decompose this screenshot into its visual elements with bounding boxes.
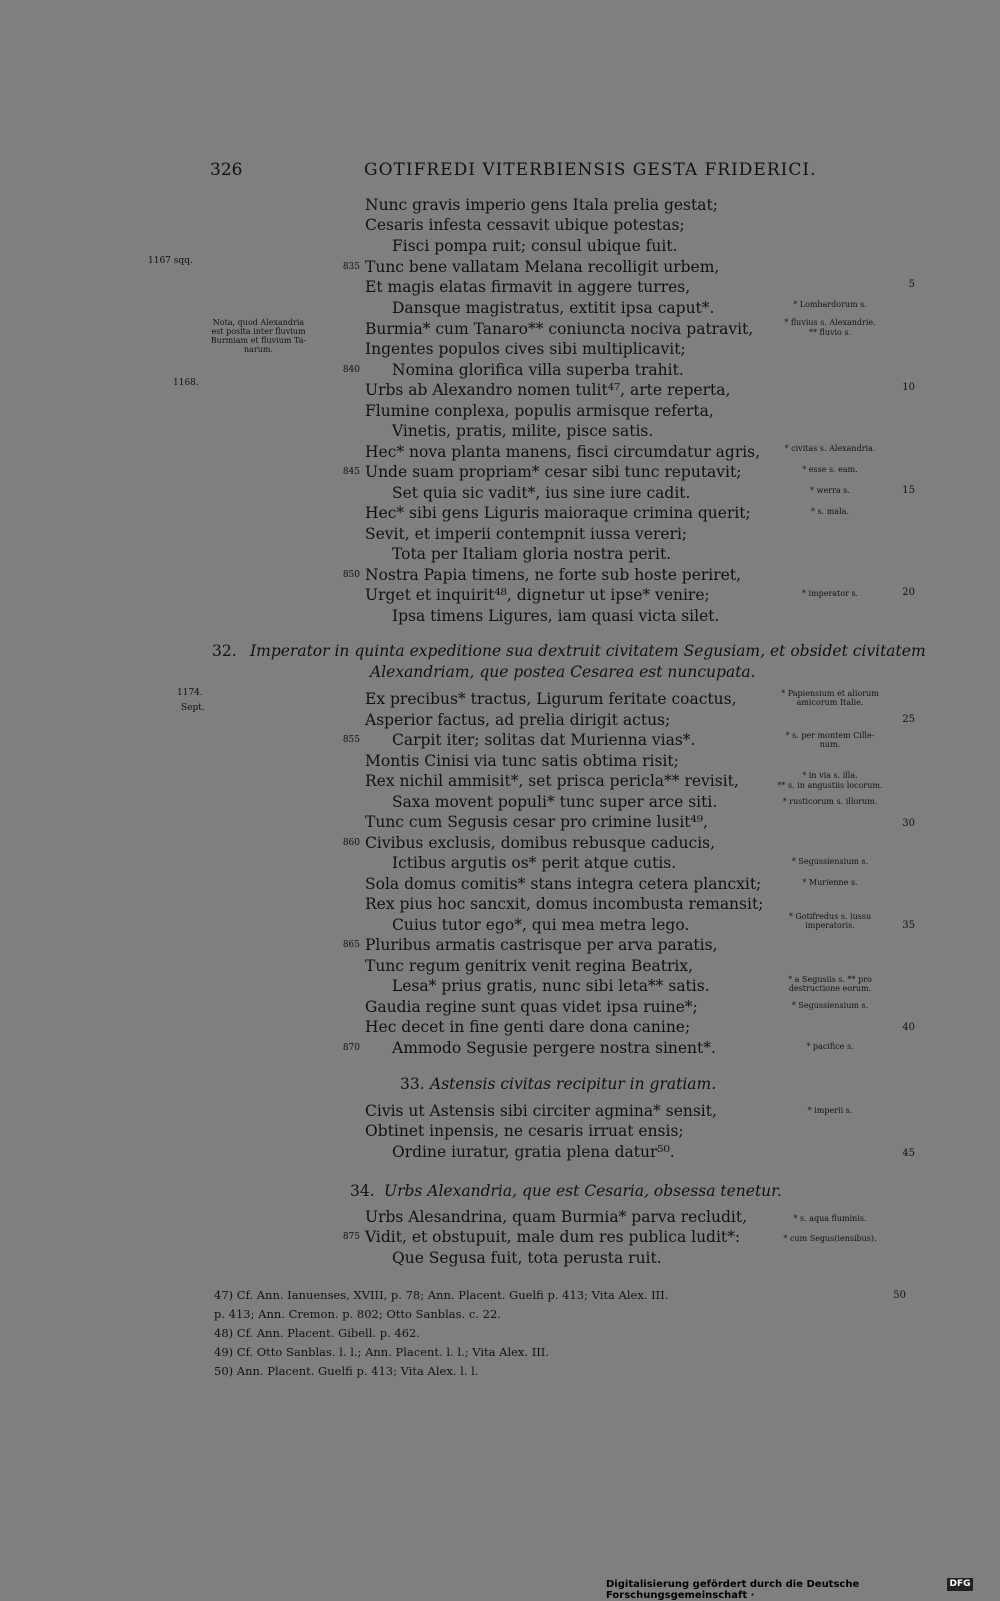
gloss: * rusticorum s. illorum. <box>782 797 878 806</box>
footnotes <box>214 1286 904 1381</box>
right-line-number: 45 <box>902 1148 915 1159</box>
right-line-number: 10 <box>902 382 915 393</box>
verse-line: Ex precibus* tractus, Ligurum feritate coactus, <box>365 690 737 708</box>
verse-line: Que Segusa fuit, tota perusta ruit. <box>392 1249 662 1267</box>
verse-line: Pluribus armatis castrisque per arva paratis, <box>365 936 718 954</box>
footnote-text: 50) Ann. Placent. Guelfi p. 413; Vita Alex. l. l. <box>214 1364 479 1378</box>
gloss: * s. mala. <box>811 507 849 516</box>
footnote-line <box>214 1324 904 1343</box>
verse-line-number: 835 <box>342 262 360 272</box>
gloss: * a Segusiis s. ** pro <box>788 975 872 984</box>
gloss: * civitas s. Alexandria. <box>784 444 876 453</box>
gloss: ** s. in angustiis locorum. <box>777 781 883 790</box>
verse-line: Urbs ab Alexandro nomen tulit⁴⁷, arte reperta, <box>365 381 731 399</box>
gloss: * Papiensium et aliorum <box>781 689 879 698</box>
verse-line-number: 860 <box>342 838 360 848</box>
verse-line: Gaudia regine sunt quas videt ipsa ruine*; <box>365 998 698 1016</box>
verse-line-number: 840 <box>342 365 360 375</box>
gloss: * s. per montem Cille- <box>785 731 875 740</box>
verse-line: Urbs Alesandrina, quam Burmia* parva recludit, <box>365 1208 748 1226</box>
verse-line: Ordine iuratur, gratia plena datur⁵⁰. <box>392 1143 675 1161</box>
margin-note-line: Burmiam et fluvium Ta- <box>210 336 307 345</box>
footnote-text: 49) Cf. Otto Sanblas. l. l.; Ann. Placent. l. l.; Vita Alex. III. <box>214 1345 550 1359</box>
section-32-title-text1: Imperator in quinta expeditione sua dextruit civitatem Segusiam, et obsidet civitatem <box>250 642 926 660</box>
verse-line: Saxa movent populi* tunc super arce siti. <box>392 793 718 811</box>
verse-line: Nunc gravis imperio gens Itala prelia gestat; <box>365 196 718 214</box>
verse-line: Ipsa timens Ligures, iam quasi victa silet. <box>392 607 720 625</box>
gloss: * imperator s. <box>801 589 859 598</box>
verse-line: Hec* nova planta manens, fisci circumdatur agris, <box>365 443 761 461</box>
verse-line: Civis ut Astensis sibi circiter agmina* sensit, <box>365 1102 717 1120</box>
verse-line-number: 855 <box>342 735 360 745</box>
gloss: imperatoris. <box>805 921 855 930</box>
gloss: * pacifice s. <box>806 1042 854 1051</box>
right-line-number: 20 <box>902 587 915 598</box>
right-line-number: 5 <box>908 279 915 290</box>
footnote-line <box>214 1362 904 1381</box>
section-32-title-line1 <box>250 642 926 660</box>
verse-line: Rex pius hoc sancxit, domus incombusta remansit; <box>365 895 764 913</box>
verse-line: Sevit, et imperii contempnit iussa vereri; <box>365 525 688 543</box>
verse-line: Hec* sibi gens Liguris maioraque crimina querit; <box>365 504 751 522</box>
gloss: * Murienne s. <box>802 878 858 887</box>
right-line-number: 25 <box>902 714 915 725</box>
verse-line: Nomina glorifica villa superba trahit. <box>392 361 684 379</box>
verse-line: Tota per Italiam gloria nostra perit. <box>392 545 672 563</box>
verse-line: Ictibus argutis os* perit atque cutis. <box>392 854 677 872</box>
footnote-line <box>214 1343 904 1362</box>
gloss: * werra s. <box>810 486 850 495</box>
verse-line-number: 850 <box>342 570 360 580</box>
footnote-line-number: 50 <box>893 1290 906 1301</box>
verse-line-number: 870 <box>342 1043 360 1053</box>
footnote-text: 47) Cf. Ann. Ianuenses, XVIII, p. 78; Ann. Placent. Guelfi p. 413; Vita Alex. III. <box>214 1288 669 1302</box>
verse-line: Civibus exclusis, domibus rebusque caducis, <box>365 834 716 852</box>
verse-line: Vidit, et obstupuit, male dum res publica ludit*: <box>365 1228 741 1246</box>
verse-line: Rex nichil ammisit*, set prisca pericla** revisit, <box>365 772 739 790</box>
margin-date: 1174. <box>177 688 203 698</box>
footnote-text: p. 413; Ann. Cremon. p. 802; Otto Sanblas. c. 22. <box>214 1307 501 1321</box>
verse-line: Tunc bene vallatam Melana recolligit urbem, <box>365 258 720 276</box>
gloss: * Segussiensium s. <box>791 857 869 866</box>
gloss: * esse s. eam. <box>802 465 858 474</box>
gloss: * cum Segus(iensibus). <box>783 1234 877 1243</box>
verse-line: Set quia sic vadit*, ius sine iure cadit. <box>392 484 691 502</box>
funding-credit: Digitalisierung gefördert durch die Deutsche Forschungsgemeinschaft · <box>606 1579 860 1601</box>
verse-line: Flumine conplexa, populis armisque referta, <box>365 402 714 420</box>
verse-line: Burmia* cum Tanaro** coniuncta nociva patravit, <box>365 320 754 338</box>
verse-line: Asperior factus, ad prelia dirigit actus; <box>365 711 671 729</box>
verse-line-number: 875 <box>342 1232 360 1242</box>
verse-line: Lesa* prius gratis, nunc sibi leta** satis. <box>392 977 710 995</box>
verse-line: Montis Cinisi via tunc satis obtima risit; <box>365 752 679 770</box>
verse-line-number: 865 <box>342 940 360 950</box>
footnote-text: 48) Cf. Ann. Placent. Gibell. p. 462. <box>214 1326 420 1340</box>
gloss: * imperii s. <box>807 1106 853 1115</box>
verse-line: Carpit iter; solitas dat Murienna vias*. <box>392 731 696 749</box>
verse-line: Nostra Papia timens, ne forte sub hoste periret, <box>365 566 741 584</box>
right-line-number: 30 <box>902 818 915 829</box>
verse-line: Obtinet inpensis, ne cesaris irruat ensis; <box>365 1122 684 1140</box>
verse-line: Sola domus comitis* stans integra cetera plancxit; <box>365 875 762 893</box>
margin-date: 1167 sqq. <box>148 256 193 266</box>
margin-note-line: est posita inter fluvium <box>211 327 306 336</box>
margin-note <box>196 318 321 354</box>
verse-line: Hec decet in fine genti dare dona canine; <box>365 1018 691 1036</box>
section-34-title <box>384 1182 782 1200</box>
section-32-title-line2 <box>370 663 756 681</box>
verse-line: Vinetis, pratis, milite, pisce satis. <box>392 422 654 440</box>
right-line-number: 15 <box>902 485 915 496</box>
page-number: 326 <box>210 160 243 180</box>
gloss: num. <box>819 740 841 749</box>
gloss: * Lombardorum s. <box>793 300 867 309</box>
footnote-line <box>214 1305 904 1324</box>
running-title: GOTIFREDI VITERBIENSIS GESTA FRIDERICI. <box>364 160 817 180</box>
gloss: amicorum Italie. <box>796 698 864 707</box>
gloss: * Segussiensium s. <box>791 1001 869 1010</box>
gloss: destructione eorum. <box>788 984 872 993</box>
verse-line: Cuius tutor ego*, qui mea metra lego. <box>392 916 690 934</box>
dfg-logo: DFG <box>947 1578 973 1591</box>
verse-line: Tunc cum Segusis cesar pro crimine lusit⁴⁹, <box>365 813 708 831</box>
footnote-line <box>214 1286 904 1305</box>
gloss: ** fluvio s. <box>808 328 852 337</box>
gloss: * Gotifredus s. iussu <box>788 912 872 921</box>
right-line-number: 40 <box>902 1022 915 1033</box>
section-33-number: 33. <box>400 1075 425 1093</box>
section-34-number: 34. <box>350 1182 375 1200</box>
margin-date: 1168. <box>173 378 199 388</box>
margin-note-line: narum. <box>243 345 274 354</box>
verse-line: Ammodo Segusie pergere nostra sinent*. <box>392 1039 716 1057</box>
verse-line: Unde suam propriam* cesar sibi tunc reputavit; <box>365 463 742 481</box>
section-32-title-text2: Alexandriam, que postea Cesarea est nuncupata. <box>370 663 756 681</box>
section-33-title <box>430 1075 716 1093</box>
verse-line-number: 845 <box>342 467 360 477</box>
verse-line: Tunc regum genitrix venit regina Beatrix, <box>365 957 694 975</box>
verse-line: Cesaris infesta cessavit ubique potestas; <box>365 216 685 234</box>
gloss: * s. aqua fluminis. <box>793 1214 867 1223</box>
margin-note-line: Nota, quod Alexandria <box>212 318 305 327</box>
section-34-title-text: Urbs Alexandria, que est Cesaria, obsessa tenetur. <box>384 1182 782 1200</box>
section-33-title-text: Astensis civitas recipitur in gratiam. <box>430 1075 717 1093</box>
verse-line: Dansque magistratus, extitit ipsa caput*. <box>392 299 715 317</box>
verse-line: Et magis elatas firmavit in aggere turres, <box>365 278 691 296</box>
gloss: * in via s. illa. <box>802 771 858 780</box>
verse-line: Fisci pompa ruit; consul ubique fuit. <box>392 237 678 255</box>
right-line-number: 35 <box>902 920 915 931</box>
verse-line: Ingentes populos cives sibi multiplicavit; <box>365 340 686 358</box>
section-32-number: 32. <box>212 642 237 660</box>
verse-line: Urget et inquirit⁴⁸, dignetur ut ipse* venire; <box>365 586 710 604</box>
margin-date: Sept. <box>181 703 205 713</box>
gloss: * fluvius s. Alexandrie. <box>784 318 876 327</box>
